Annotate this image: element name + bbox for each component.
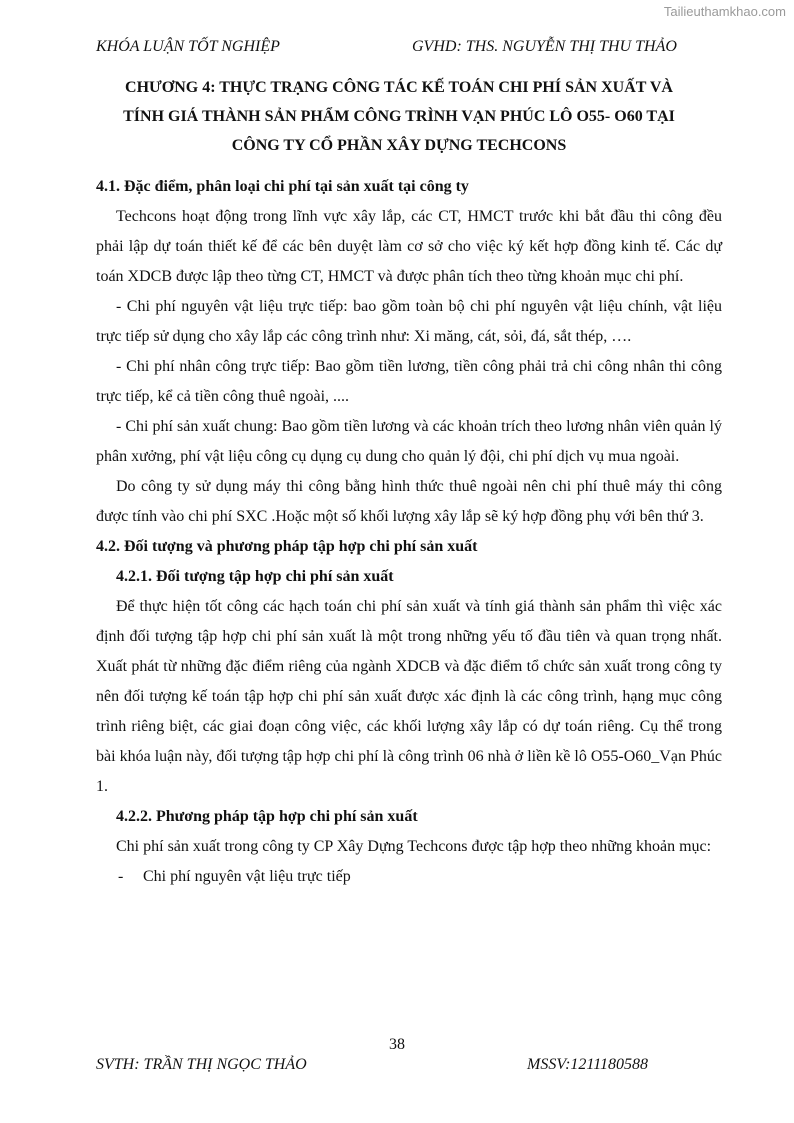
paragraph-techcons-intro: Techcons hoạt động trong lĩnh vực xây lắp, các CT, HMCT trước khi bắt đầu thi công đều phải lập dự toán thiết kế để các bên duyệt làm cơ sở cho việc ký kết hợp đồng kinh tế. Các dự toán XDCB được lập theo từng CT, HMCT và được phân tích theo từng khoản mục chi phí. [96, 208, 722, 285]
footer-student-id: MSSV:1211180588 [527, 1056, 649, 1073]
chapter-title-line-2: TÍNH GIÁ THÀNH SẢN PHẨM CÔNG TRÌNH VẠN PHÚC LÔ O55- O60 TẠI [123, 108, 675, 125]
paragraph-cost-method: Chi phí sản xuất trong công ty CP Xây Dựng Techcons được tập hợp theo những khoản mục: [116, 838, 712, 855]
document-body [96, 172, 722, 892]
paragraph-overhead-cost: - Chi phí sản xuất chung: Bao gồm tiền lương và các khoản trích theo lương nhân viên quản lý phân xưởng, phí vật liệu công cụ dụng cụ dung cho quản lý đội, chi phí dịch vụ mua ngoài. [96, 418, 722, 465]
section-4-2-heading: 4.2. Đối tượng và phương pháp tập hợp chi phí sản xuất [96, 538, 478, 555]
watermark-text: Tailieuthamkhao.com [663, 4, 786, 19]
chapter-title-line-3: CÔNG TY CỔ PHẦN XÂY DỰNG TECHCONS [231, 137, 567, 154]
paragraph-direct-material-cost: - Chi phí nguyên vật liệu trực tiếp: bao gồm toàn bộ chi phí nguyên vật liệu chính, vật liệu trực tiếp sử dụng cho xây lắp các công trình như: Xi măng, cát, sỏi, đá, sắt thép, …. [96, 298, 722, 345]
section-4-2-1-heading: 4.2.1. Đối tượng tập hợp chi phí sản xuất [116, 568, 394, 585]
section-4-2-2-heading: 4.2.2. Phương pháp tập hợp chi phí sản xuất [116, 808, 418, 825]
footer-student-name: SVTH: TRẦN THỊ NGỌC THẢO [96, 1056, 307, 1073]
paragraph-cost-object: Để thực hiện tốt công các hạch toán chi phí sản xuất và tính giá thành sản phẩm thì việc xác định đối tượng tập hợp chi phí sản xuất là một trong những yếu tố đầu tiên và quan trọng nhất. Xuất phát từ những đặc điểm riêng của ngành XDCB và đặc điểm tổ chức sản xuất trong công ty nên đối tượng kế toán tập hợp chi phí sản xuất được xác định là các công trình, hạng mục công trình riêng biệt, các giai đoạn công việc, các khối lượng xây lắp có dự toán riêng. Cụ thể trong bài khóa luận này, đối tượng tập hợp chi phí là công trình 06 nhà ở liền kề lô O55-O60_Vạn Phúc 1. [96, 598, 722, 795]
chapter-title-line-1: CHƯƠNG 4: THỰC TRẠNG CÔNG TÁC KẾ TOÁN CHI PHÍ SẢN XUẤT VÀ [125, 79, 673, 96]
header-supervisor: GVHD: THS. NGUYỄN THỊ THU THẢO [412, 38, 677, 55]
bullet-dash: - [118, 868, 124, 885]
chapter-title [96, 73, 702, 160]
section-4-1-heading: 4.1. Đặc điểm, phân loại chi phí tại sản xuất tại công ty [96, 178, 469, 195]
paragraph-direct-labor-cost: - Chi phí nhân công trực tiếp: Bao gồm tiền lương, tiền công phải trả chi công nhân thi công trực tiếp, kể cả tiền công thuê ngoài, .... [96, 358, 722, 405]
list-item [96, 862, 722, 892]
bullet-text: Chi phí nguyên vật liệu trực tiếp [143, 868, 351, 885]
page-number: 38 [389, 1036, 405, 1053]
paragraph-machine-rental: Do công ty sử dụng máy thi công bằng hình thức thuê ngoài nên chi phí thuê máy thi công được tính vào chi phí SXC .Hoặc một số khối lượng xây lắp sẽ ký hợp đồng phụ với bên thứ 3. [96, 478, 722, 525]
header-thesis-label: KHÓA LUẬN TỐT NGHIỆP [96, 38, 280, 55]
